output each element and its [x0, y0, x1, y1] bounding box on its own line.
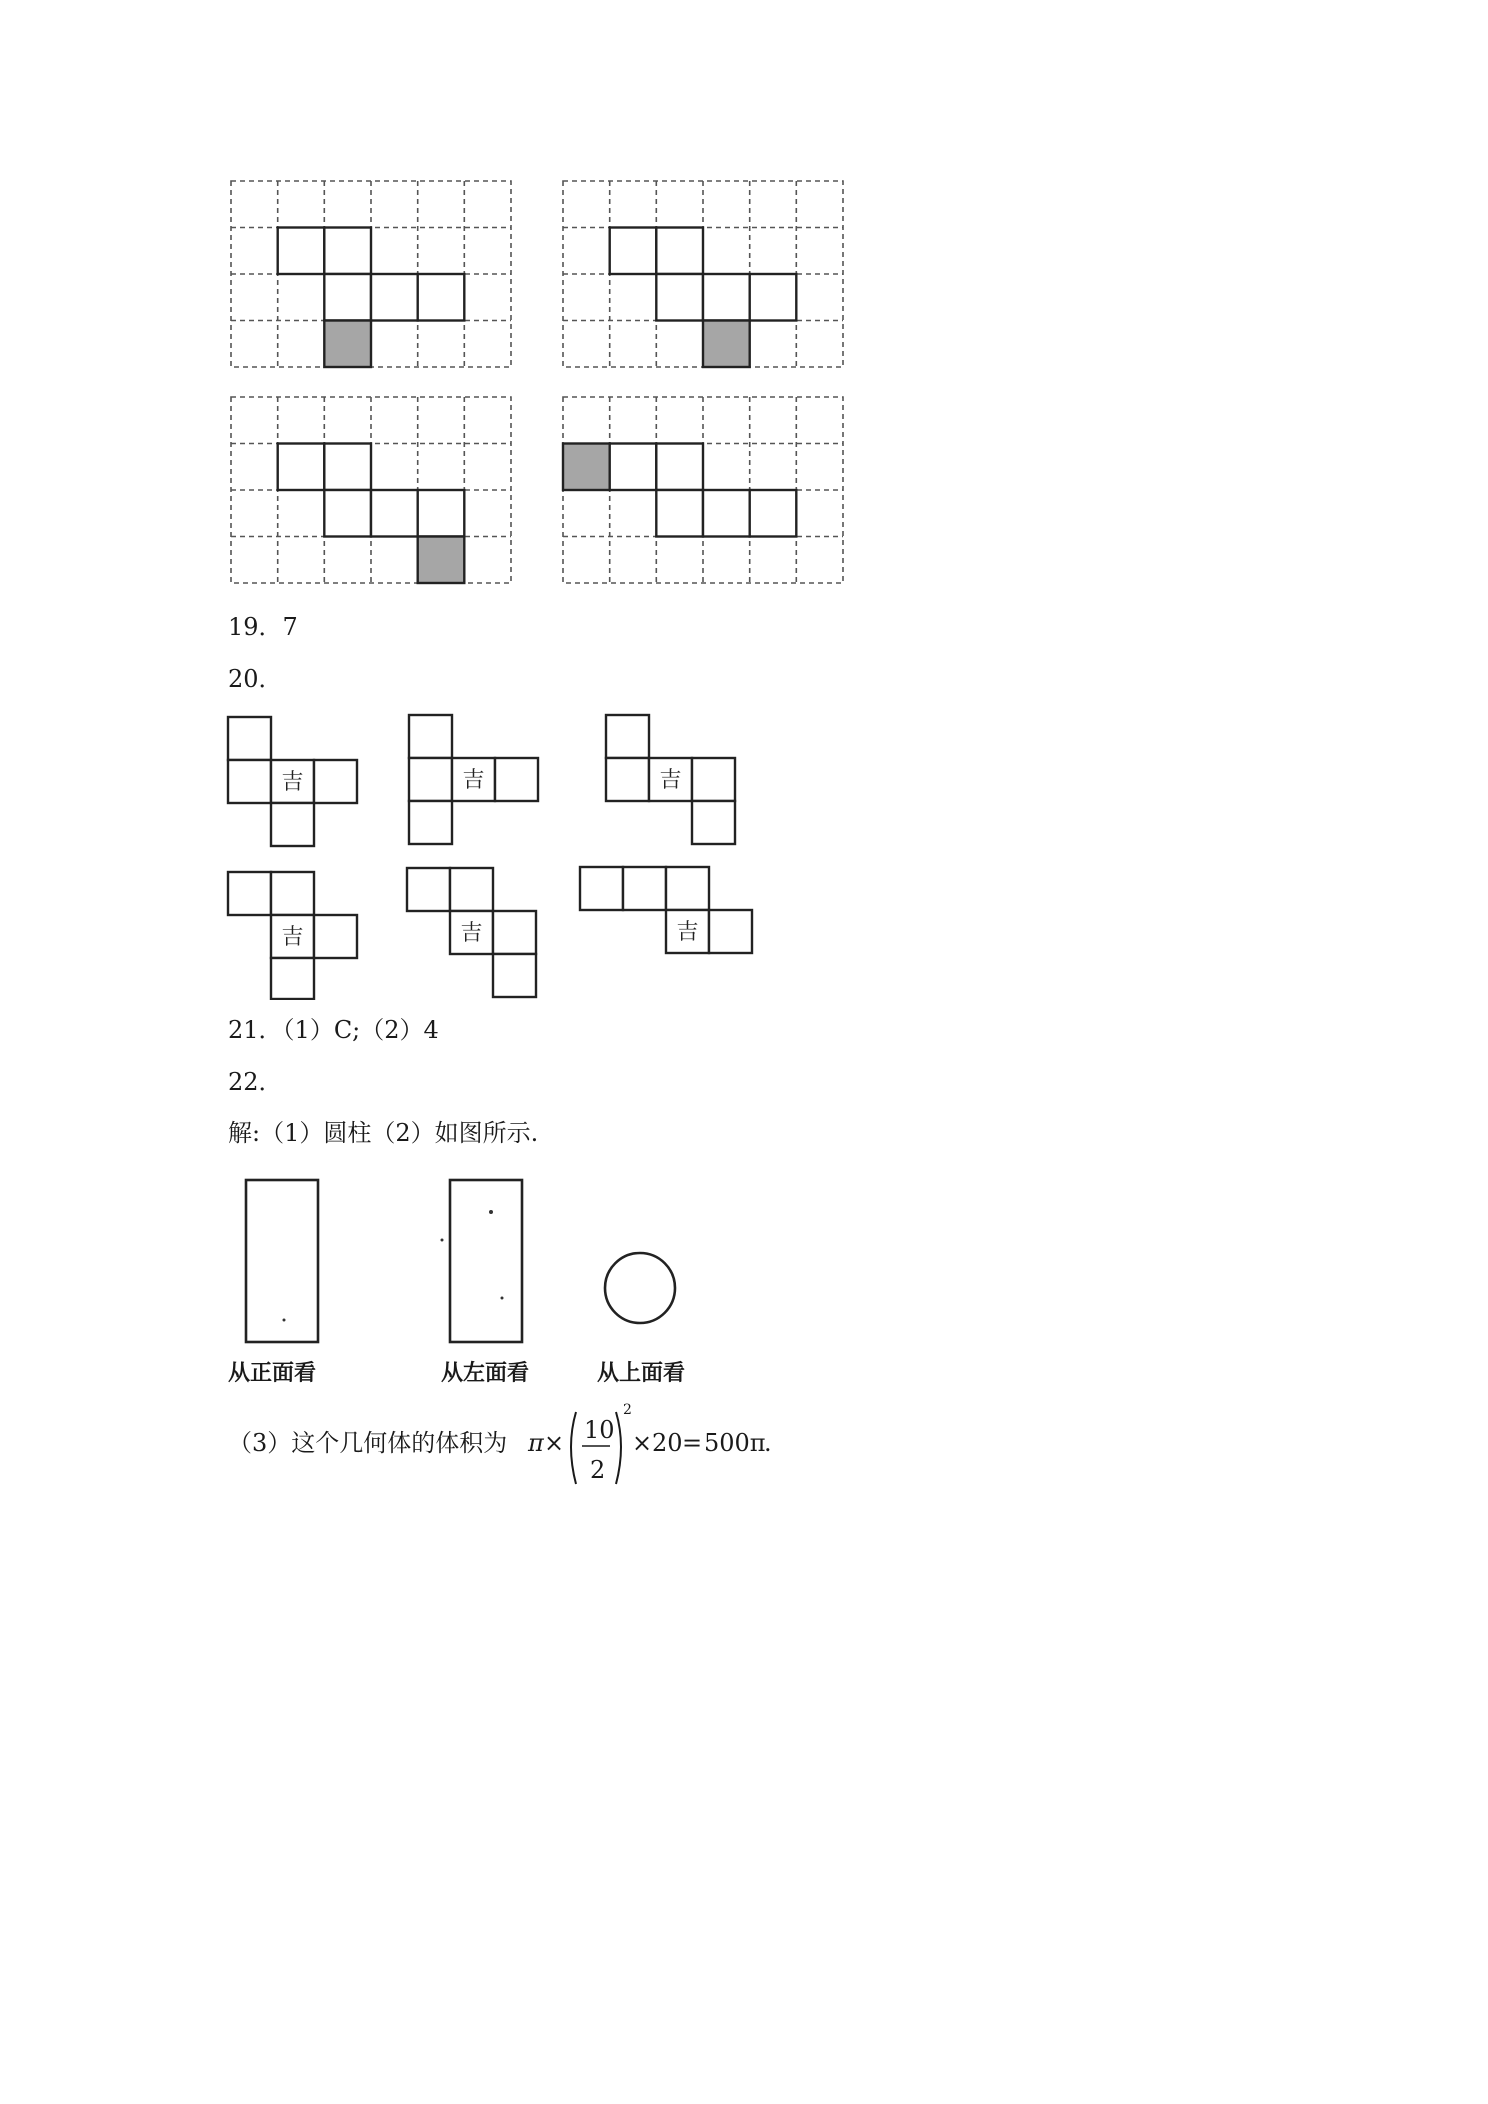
net-3-char: 吉	[659, 768, 682, 793]
q21-line	[228, 1015, 439, 1045]
net-1-char: 吉	[281, 770, 304, 795]
formula-times-1: ×	[544, 1429, 565, 1457]
q22-part3-prefix: （3）这个几何体的体积为	[228, 1429, 508, 1457]
grid-c	[231, 397, 511, 583]
left-view-caption: 从左面看	[441, 1361, 530, 1386]
q19-number: 19．	[228, 613, 283, 641]
top-view-caption: 从上面看	[597, 1361, 686, 1386]
grid-a	[231, 181, 511, 367]
formula-pi: π	[528, 1429, 544, 1457]
volume-formula	[520, 1400, 820, 1500]
formula-equals: =	[682, 1429, 703, 1457]
formula-result: 500π	[704, 1429, 766, 1457]
front-view-rect	[246, 1180, 318, 1342]
left-paren	[571, 1412, 576, 1484]
three-views-figure	[0, 1170, 1488, 1370]
net-5-char: 吉	[460, 921, 483, 946]
formula-denominator: 2	[590, 1456, 606, 1484]
top-view-circle	[605, 1253, 675, 1323]
left-view-rect	[450, 1180, 522, 1342]
q19-line	[228, 612, 298, 642]
grid-figures	[0, 0, 1488, 620]
net-6	[580, 867, 752, 953]
formula-end: .	[764, 1429, 772, 1457]
q21-answer: （1）C;（2）4	[282, 1016, 439, 1044]
grid-b	[563, 181, 843, 367]
net-4-char: 吉	[281, 925, 304, 950]
formula-times-2: ×	[632, 1429, 653, 1457]
grid-d	[563, 397, 843, 583]
cube-nets-figure	[0, 700, 1488, 1000]
formula-numerator: 10	[584, 1416, 615, 1444]
front-view-caption: 从正面看	[228, 1361, 317, 1386]
formula-exponent: 2	[623, 1402, 632, 1418]
formula-height: 20	[652, 1429, 683, 1457]
q22-solution: 解:（1）圆柱（2）如图所示.	[228, 1119, 539, 1147]
q20-number: 20．	[228, 665, 283, 693]
q19-answer: 7	[282, 613, 298, 641]
net-2-char: 吉	[462, 768, 485, 793]
right-paren	[616, 1412, 621, 1484]
net-6-char: 吉	[676, 920, 699, 945]
q22-number: 22．	[228, 1068, 283, 1096]
q21-number: 21．	[228, 1016, 283, 1044]
